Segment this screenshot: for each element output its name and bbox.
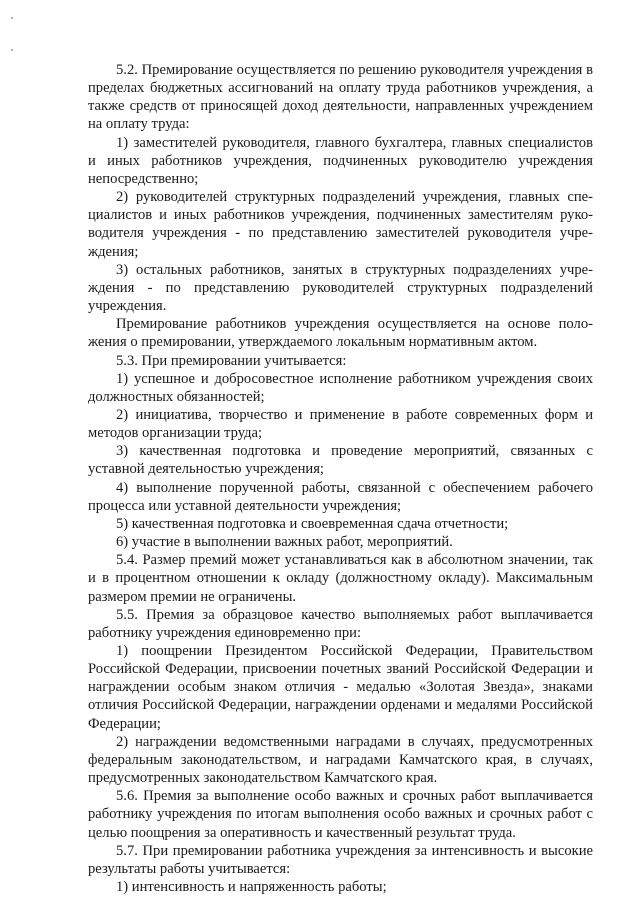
list-item-5-5-1: 1) поощрении Президентом Российской Федерации, Правительством Российской Федерации, присвоении почетных званий Российской Федерации и награждении особым знаком отличия - медалью «Золотая Звезда», знаками отличия Российской Федерации, награждении орденами и медалями Российской Федерации; (88, 643, 593, 732)
scan-speck (11, 17, 13, 19)
list-item-5-2-2: 2) руководителей структурных подразделений учреждения, главных специалистов и иных работников учреждения, подчиненных заместителям руководителя учреждения - по представлению заместителей руководителя учреждения; (88, 189, 593, 260)
paragraph-5-7: 5.7. При премировании работника учреждения за интенсивность и высокие результаты работы учитывается: (88, 842, 593, 877)
document-body (88, 61, 593, 896)
list-item-5-3-6: 6) участие в выполнении важных работ, мероприятий. (116, 534, 453, 551)
list-item-5-3-1: 1) успешное и добросовестное исполнение работником учреждения своих должностных обязанностей; (88, 370, 593, 405)
paragraph-5-4: 5.4. Размер премий может устанавливаться как в абсолютном значении, так и в процентном отношении к окладу (должностному окладу). Максимальным размером премии не ограничены. (88, 552, 593, 605)
paragraph-5-3: 5.3. При премировании учитывается: (116, 352, 347, 369)
paragraph-bonus-regulation: Премирование работников учреждения осуществляется на основе положения о премировании, утверждаемого локальным нормативным актом. (88, 316, 593, 351)
paragraph-5-2: 5.2. Премирование осуществляется по решению руководителя учреждения в пределах бюджетных ассигнований на оплату труда работников учреждения, а также средств от приносящей доход деятельности, направленных учреждением на оплату труда: (88, 62, 593, 133)
scan-speck (11, 49, 13, 51)
paragraph-5-6: 5.6. Премия за выполнение особо важных и срочных работ выплачивается работнику учреждения по итогам выполнения особо важных и срочных работ с целью поощрения за оперативность и качественный результат труда. (88, 788, 593, 841)
list-item-5-2-3: 3) остальных работников, занятых в структурных подразделениях учреждения - по представлению руководителей структурных подразделений учреждения. (88, 261, 593, 315)
list-item-5-3-5: 5) качественная подготовка и своевременная сдача отчетности; (116, 515, 509, 532)
list-item-5-3-4: 4) выполнение порученной работы, связанной с обеспечением рабочего процесса или уставной деятельности учреждения; (88, 479, 593, 514)
paragraph-5-5: 5.5. Премия за образцовое качество выполняемых работ выплачивается работнику учреждения единовременно при: (88, 606, 593, 641)
list-item-5-3-2: 2) инициатива, творчество и применение в работе современных форм и методов организации труда; (88, 406, 593, 442)
list-item-5-3-3: 3) качественная подготовка и проведение мероприятий, связанных с уставной деятельностью учреждения; (88, 443, 593, 478)
list-item-5-5-2: 2) награждении ведомственными наградами в случаях, предусмотренных федеральным законодательством, и наградами Камчатского края, в случаях, предусмотренных законодательством Камчатского края. (88, 733, 593, 787)
list-item-5-7-1: 1) интенсивность и напряженность работы; (116, 879, 387, 896)
list-item-5-2-1: 1) заместителей руководителя, главного бухгалтера, главных специалистов и иных работников учреждения, подчиненных руководителю учреждения непосредственно; (88, 134, 593, 187)
